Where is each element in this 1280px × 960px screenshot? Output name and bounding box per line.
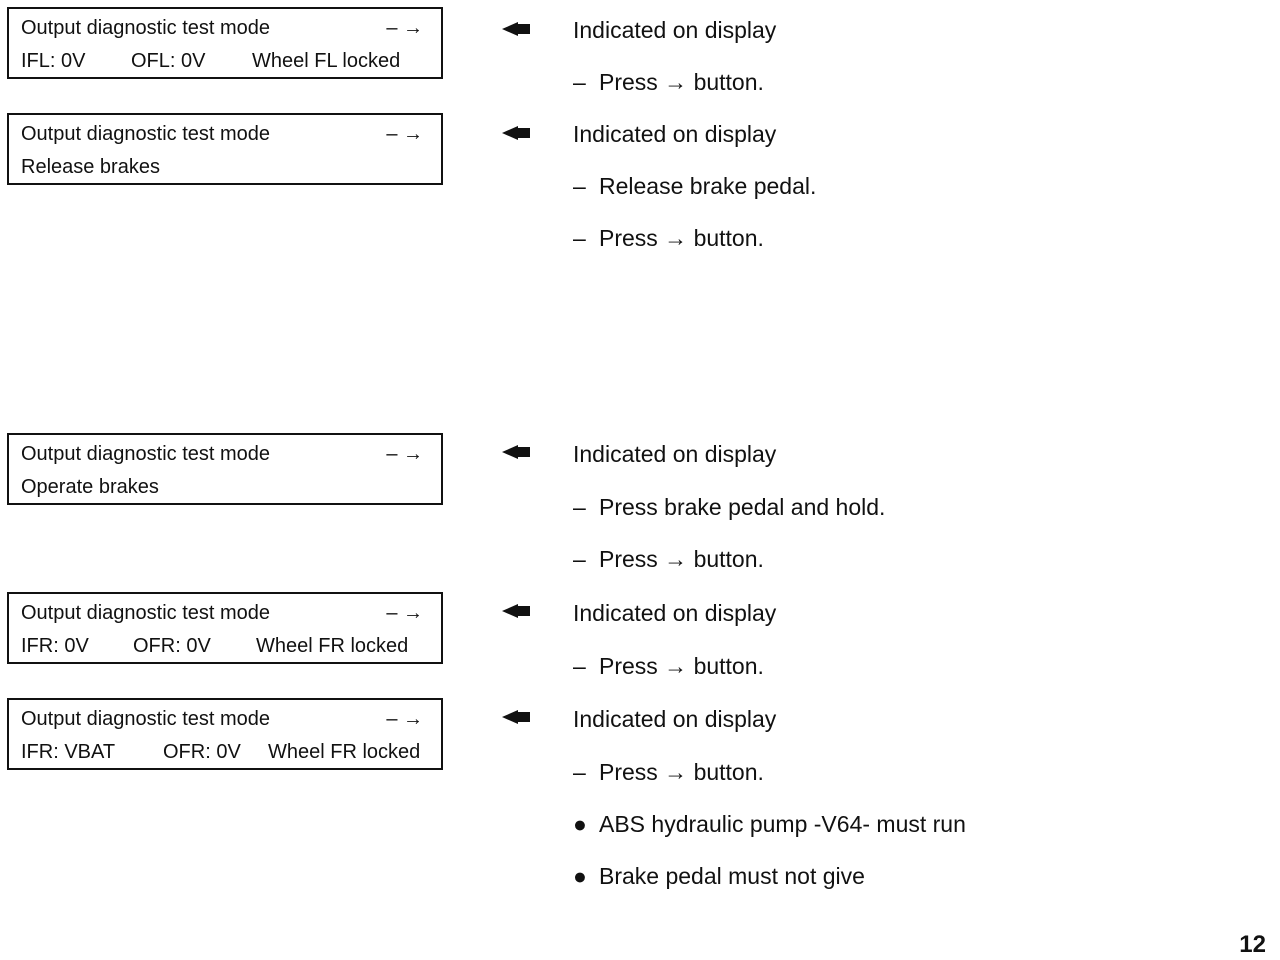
dash-marker: – — [573, 225, 586, 251]
instruction-step — [573, 759, 764, 785]
display-arrow: – → — [386, 443, 423, 465]
instruction-step — [573, 225, 764, 251]
step-text: Release brake pedal. — [599, 173, 817, 199]
display-box-5 — [7, 698, 443, 770]
step-text: Press → button. — [599, 225, 764, 251]
display-value-wheel: Wheel FR locked — [268, 741, 421, 763]
display-title: Output diagnostic test mode — [21, 602, 271, 624]
step-text: Press → button. — [599, 546, 764, 572]
note-text: Brake pedal must not give — [599, 863, 865, 889]
instruction-indicated: Indicated on display — [573, 17, 777, 43]
instruction-step — [573, 546, 764, 572]
display-arrow: – → — [386, 708, 423, 730]
instruction-indicated: Indicated on display — [573, 121, 777, 147]
dash-marker: – — [573, 494, 586, 520]
display-value-ofr: OFR: 0V — [133, 635, 211, 657]
display-title: Output diagnostic test mode — [21, 123, 271, 145]
instruction-note — [573, 811, 966, 837]
display-arrow: – → — [386, 123, 423, 145]
instruction-step — [573, 653, 764, 679]
display-arrow: – → — [386, 17, 423, 39]
pointer-icon — [502, 710, 530, 724]
instruction-indicated: Indicated on display — [573, 441, 777, 467]
page-number: 12 — [1239, 931, 1266, 958]
pointer-icon — [502, 22, 530, 36]
bullet-marker: ● — [573, 863, 587, 889]
dash-marker: – — [573, 759, 586, 785]
dash-marker: – — [573, 69, 586, 95]
display-box-1 — [7, 7, 443, 79]
instruction-step — [573, 69, 764, 95]
display-title: Output diagnostic test mode — [21, 708, 271, 730]
display-title: Output diagnostic test mode — [21, 443, 271, 465]
display-message: Operate brakes — [21, 476, 159, 498]
display-value-ofr: OFR: 0V — [163, 741, 241, 763]
instruction-step — [573, 173, 816, 199]
dash-marker: – — [573, 546, 586, 572]
display-value-ofl: OFL: 0V — [131, 50, 206, 72]
display-value-ifr: IFR: 0V — [21, 635, 89, 657]
step-text: Press → button. — [599, 653, 764, 679]
dash-marker: – — [573, 173, 586, 199]
display-message: Release brakes — [21, 156, 160, 178]
display-value-wheel: Wheel FL locked — [252, 50, 401, 72]
step-text: Press → button. — [599, 69, 764, 95]
instruction-note — [573, 863, 865, 889]
display-value-ifr: IFR: VBAT — [21, 741, 116, 763]
dash-marker: – — [573, 653, 586, 679]
display-arrow: – → — [386, 602, 423, 624]
note-text: ABS hydraulic pump -V64- must run — [599, 811, 966, 837]
display-title: Output diagnostic test mode — [21, 17, 271, 39]
instruction-step — [573, 494, 885, 520]
instruction-indicated: Indicated on display — [573, 600, 777, 626]
display-box-2 — [7, 113, 443, 185]
pointer-icon — [502, 445, 530, 459]
step-text: Press → button. — [599, 759, 764, 785]
pointer-icon — [502, 126, 530, 140]
display-box-4 — [7, 592, 443, 664]
pointer-icon — [502, 604, 530, 618]
display-value-wheel: Wheel FR locked — [256, 635, 409, 657]
instruction-indicated: Indicated on display — [573, 706, 777, 732]
bullet-marker: ● — [573, 811, 587, 837]
display-value-ifl: IFL: 0V — [21, 50, 86, 72]
display-box-3 — [7, 433, 443, 505]
step-text: Press brake pedal and hold. — [599, 494, 886, 520]
